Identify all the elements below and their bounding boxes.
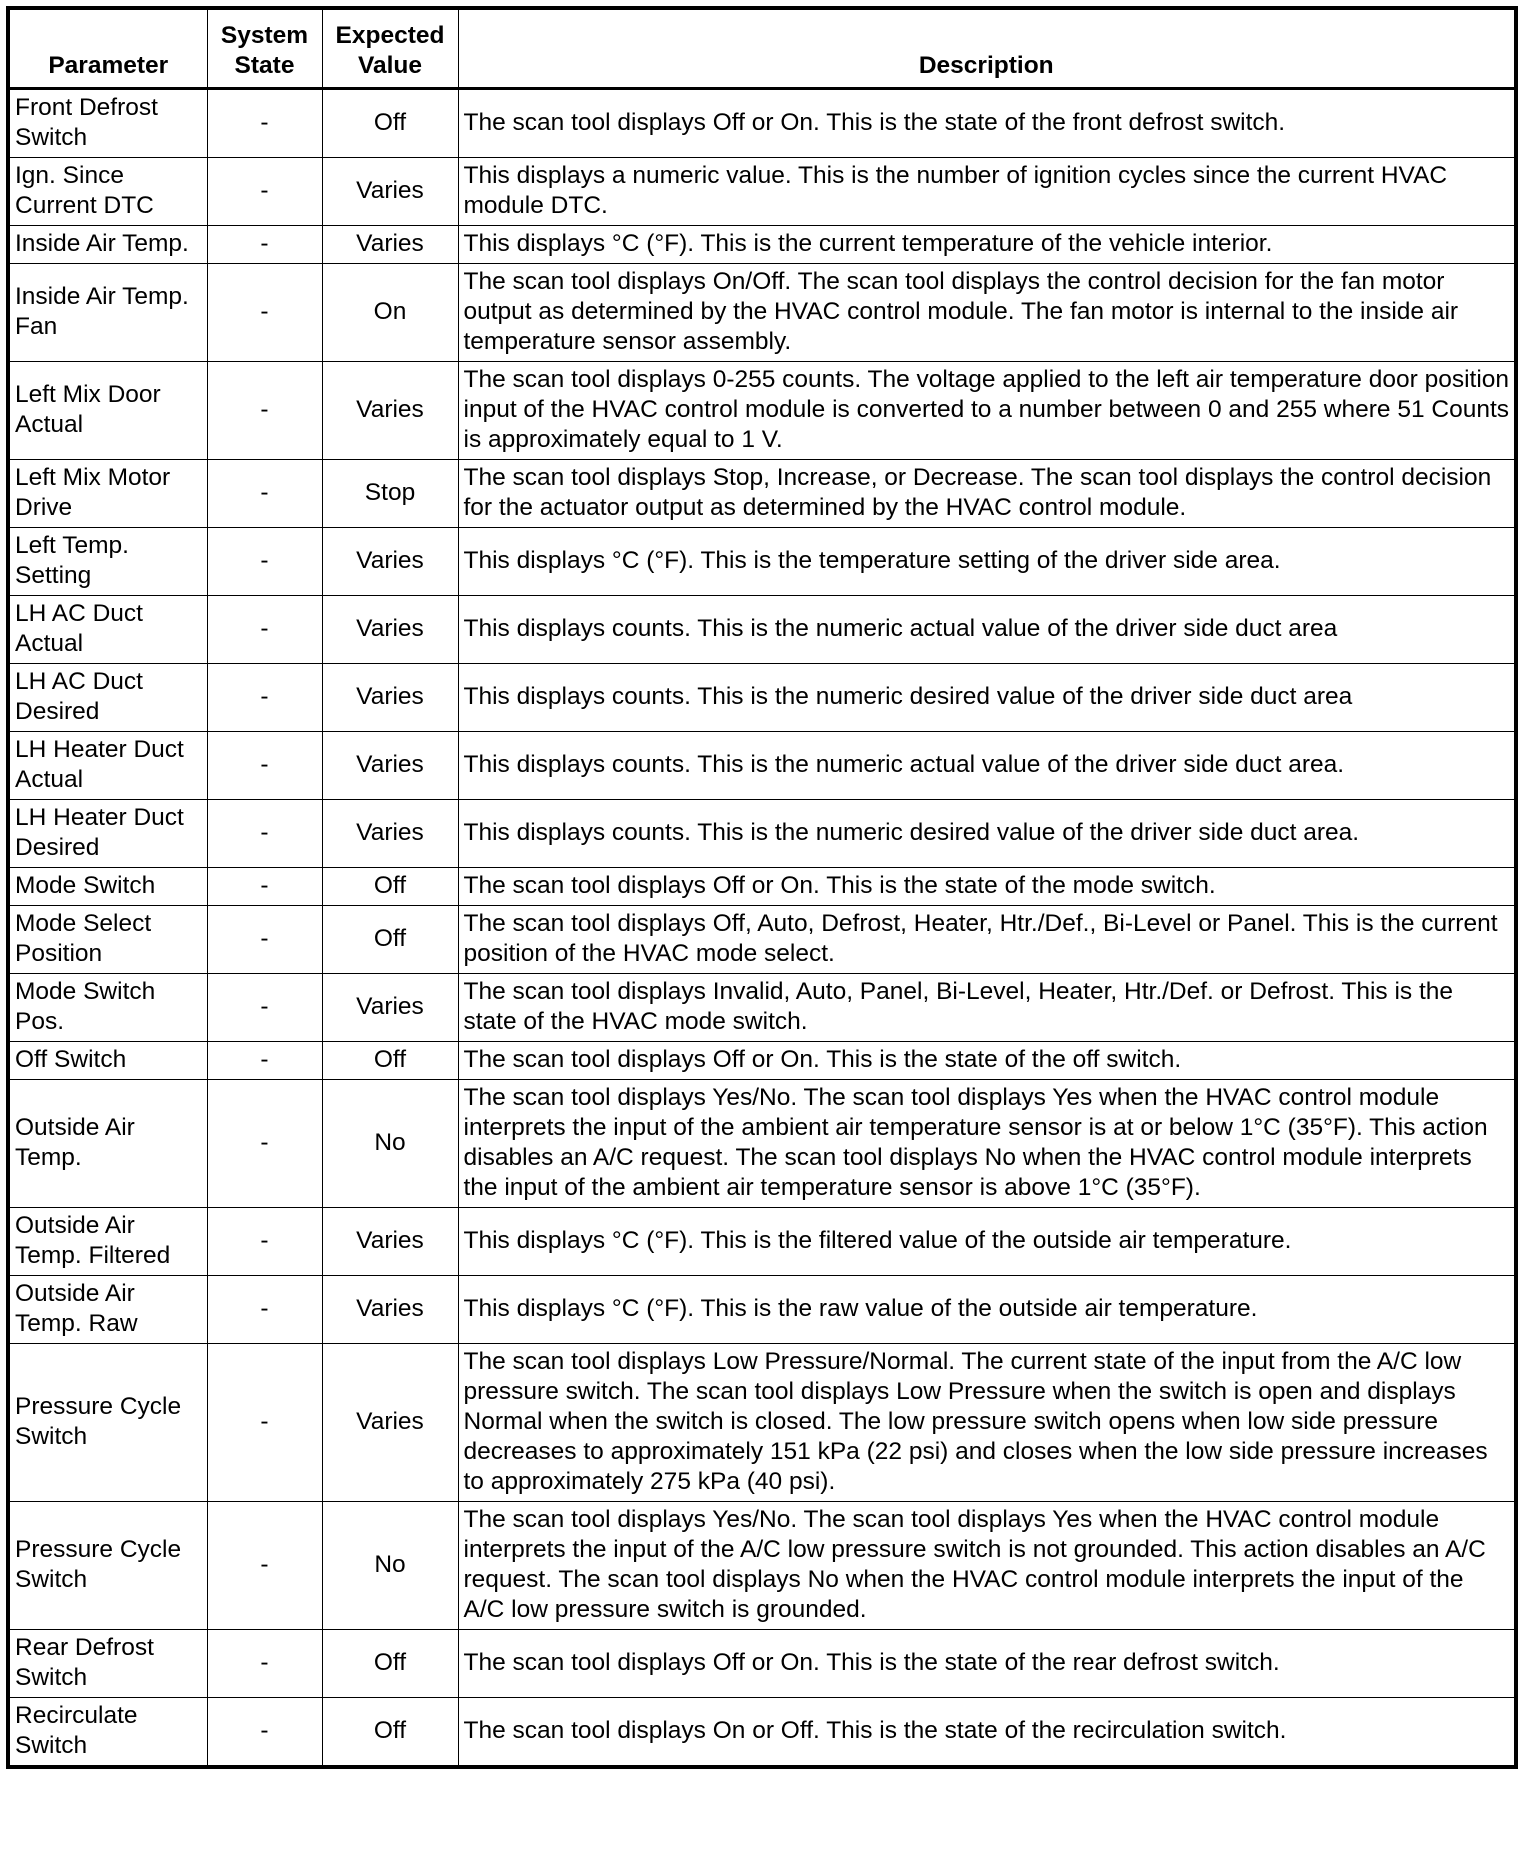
table-row <box>8 527 1516 595</box>
cell-system-state: - <box>207 263 322 361</box>
cell-system-state: - <box>207 527 322 595</box>
cell-expected-value: Off <box>322 88 458 157</box>
cell-expected-value: No <box>322 1079 458 1207</box>
cell-description: The scan tool displays Off or On. This is the state of the mode switch. <box>458 867 1516 905</box>
cell-expected-value: On <box>322 263 458 361</box>
cell-description: The scan tool displays Stop, Increase, or Decrease. The scan tool displays the control decision for the actuator output as determined by the HVAC control module. <box>458 459 1516 527</box>
table-row <box>8 1041 1516 1079</box>
cell-system-state: - <box>207 361 322 459</box>
table-row <box>8 1275 1516 1343</box>
header-expected-value <box>322 8 458 88</box>
cell-system-state: - <box>207 799 322 867</box>
cell-expected-value: Off <box>322 867 458 905</box>
cell-parameter: Front Defrost Switch <box>8 88 207 157</box>
cell-description: The scan tool displays Off or On. This is the state of the front defrost switch. <box>458 88 1516 157</box>
cell-description: The scan tool displays 0-255 counts. The voltage applied to the left air temperature door position input of the HVAC control module is converted to a number between 0 and 255 where 51 Counts is approximately equal to 1 V. <box>458 361 1516 459</box>
scan-tool-parameter-table <box>6 6 1518 1769</box>
cell-system-state: - <box>207 905 322 973</box>
cell-description: This displays counts. This is the numeric actual value of the driver side duct area. <box>458 731 1516 799</box>
cell-description: The scan tool displays Yes/No. The scan tool displays Yes when the HVAC control module interprets the input of the A/C low pressure switch is not grounded. This action disables an A/C request. The scan tool displays No when the HVAC control module interprets the input of the A/C low pressure switch is grounded. <box>458 1501 1516 1629</box>
table-row <box>8 88 1516 157</box>
cell-description: The scan tool displays On or Off. This is the state of the recirculation switch. <box>458 1697 1516 1767</box>
cell-parameter: Outside Air Temp. Raw <box>8 1275 207 1343</box>
cell-parameter: LH AC Duct Actual <box>8 595 207 663</box>
cell-parameter: LH Heater Duct Desired <box>8 799 207 867</box>
cell-parameter: LH Heater Duct Actual <box>8 731 207 799</box>
cell-expected-value: Varies <box>322 663 458 731</box>
cell-expected-value: Varies <box>322 157 458 225</box>
cell-parameter: Left Temp. Setting <box>8 527 207 595</box>
header-parameter-label: Parameter <box>48 51 169 79</box>
cell-system-state: - <box>207 1275 322 1343</box>
cell-system-state: - <box>207 1343 322 1501</box>
cell-parameter: Outside Air Temp. Filtered <box>8 1207 207 1275</box>
cell-parameter: Recirculate Switch <box>8 1697 207 1767</box>
cell-parameter: Off Switch <box>8 1041 207 1079</box>
cell-system-state: - <box>207 1501 322 1629</box>
cell-description: The scan tool displays Off or On. This is the state of the off switch. <box>458 1041 1516 1079</box>
cell-description: This displays °C (°F). This is the raw value of the outside air temperature. <box>458 1275 1516 1343</box>
cell-expected-value: Varies <box>322 361 458 459</box>
cell-system-state: - <box>207 663 322 731</box>
cell-description: The scan tool displays Off or On. This is the state of the rear defrost switch. <box>458 1629 1516 1697</box>
cell-system-state: - <box>207 731 322 799</box>
table-body <box>8 88 1516 1767</box>
table-header <box>8 8 1516 88</box>
cell-system-state: - <box>207 1207 322 1275</box>
cell-description: This displays counts. This is the numeric desired value of the driver side duct area. <box>458 799 1516 867</box>
cell-parameter: Mode Select Position <box>8 905 207 973</box>
cell-expected-value: Stop <box>322 459 458 527</box>
table-row <box>8 1629 1516 1697</box>
cell-description: The scan tool displays Invalid, Auto, Panel, Bi-Level, Heater, Htr./Def. or Defrost. This is the state of the HVAC mode switch. <box>458 973 1516 1041</box>
table-row <box>8 973 1516 1041</box>
parameter-table-sheet <box>6 6 1514 1769</box>
cell-description: This displays °C (°F). This is the current temperature of the vehicle interior. <box>458 225 1516 263</box>
cell-expected-value: Off <box>322 1629 458 1697</box>
cell-parameter: Inside Air Temp. Fan <box>8 263 207 361</box>
cell-system-state: - <box>207 1041 322 1079</box>
header-system-state-line1: System <box>220 21 309 49</box>
cell-system-state: - <box>207 157 322 225</box>
cell-expected-value: Off <box>322 1697 458 1767</box>
header-row <box>8 8 1516 88</box>
header-parameter <box>8 8 207 88</box>
cell-description: The scan tool displays Yes/No. The scan tool displays Yes when the HVAC control module interprets the input of the ambient air temperature sensor is at or below 1°C (35°F). This action disables an A/C request. The scan tool displays No when the HVAC control module interprets the input of the ambient air temperature sensor is above 1°C (35°F). <box>458 1079 1516 1207</box>
header-description-label: Description <box>918 51 1054 79</box>
table-row <box>8 361 1516 459</box>
header-system-state-line2: State <box>234 51 295 79</box>
cell-expected-value: Varies <box>322 1343 458 1501</box>
cell-expected-value: Varies <box>322 225 458 263</box>
cell-parameter: Outside Air Temp. <box>8 1079 207 1207</box>
cell-expected-value: Varies <box>322 1275 458 1343</box>
header-description <box>458 8 1516 88</box>
cell-expected-value: Off <box>322 905 458 973</box>
cell-parameter: Left Mix Door Actual <box>8 361 207 459</box>
table-row <box>8 905 1516 973</box>
table-row <box>8 459 1516 527</box>
cell-expected-value: Varies <box>322 595 458 663</box>
table-row <box>8 1207 1516 1275</box>
cell-expected-value: Varies <box>322 527 458 595</box>
cell-expected-value: Off <box>322 1041 458 1079</box>
table-row <box>8 1697 1516 1767</box>
cell-description: This displays counts. This is the numeric desired value of the driver side duct area <box>458 663 1516 731</box>
cell-parameter: Rear Defrost Switch <box>8 1629 207 1697</box>
header-system-state <box>207 8 322 88</box>
cell-parameter: Pressure Cycle Switch <box>8 1501 207 1629</box>
cell-description: The scan tool displays Off, Auto, Defrost, Heater, Htr./Def., Bi-Level or Panel. This is the current position of the HVAC mode select. <box>458 905 1516 973</box>
table-row <box>8 263 1516 361</box>
table-row <box>8 1501 1516 1629</box>
table-row <box>8 867 1516 905</box>
cell-expected-value: Varies <box>322 973 458 1041</box>
table-row <box>8 799 1516 867</box>
cell-parameter: Left Mix Motor Drive <box>8 459 207 527</box>
header-expected-value-line2: Value <box>357 51 422 79</box>
cell-parameter: Ign. Since Current DTC <box>8 157 207 225</box>
cell-system-state: - <box>207 867 322 905</box>
cell-expected-value: Varies <box>322 731 458 799</box>
table-row <box>8 225 1516 263</box>
cell-description: The scan tool displays Low Pressure/Normal. The current state of the input from the A/C low pressure switch. The scan tool displays Low Pressure when the switch is open and displays Normal when the switch is closed. The low pressure switch opens when low side pressure decreases to approximately 151 kPa (22 psi) and closes when the low side pressure increases to approximately 275 kPa (40 psi). <box>458 1343 1516 1501</box>
cell-parameter: Mode Switch Pos. <box>8 973 207 1041</box>
cell-expected-value: Varies <box>322 1207 458 1275</box>
table-row <box>8 157 1516 225</box>
cell-parameter: Inside Air Temp. <box>8 225 207 263</box>
table-row <box>8 731 1516 799</box>
cell-parameter: Pressure Cycle Switch <box>8 1343 207 1501</box>
cell-system-state: - <box>207 973 322 1041</box>
cell-parameter: Mode Switch <box>8 867 207 905</box>
cell-system-state: - <box>207 1697 322 1767</box>
table-row <box>8 595 1516 663</box>
cell-description: This displays counts. This is the numeric actual value of the driver side duct area <box>458 595 1516 663</box>
cell-system-state: - <box>207 225 322 263</box>
cell-expected-value: No <box>322 1501 458 1629</box>
table-row <box>8 1079 1516 1207</box>
cell-system-state: - <box>207 459 322 527</box>
cell-description: The scan tool displays On/Off. The scan tool displays the control decision for the fan motor output as determined by the HVAC control module. The fan motor is internal to the inside air temperature sensor assembly. <box>458 263 1516 361</box>
table-row <box>8 1343 1516 1501</box>
cell-system-state: - <box>207 1079 322 1207</box>
table-row <box>8 663 1516 731</box>
cell-expected-value: Varies <box>322 799 458 867</box>
cell-system-state: - <box>207 595 322 663</box>
cell-system-state: - <box>207 1629 322 1697</box>
cell-description: This displays °C (°F). This is the filtered value of the outside air temperature. <box>458 1207 1516 1275</box>
header-expected-value-line1: Expected <box>335 21 445 49</box>
cell-parameter: LH AC Duct Desired <box>8 663 207 731</box>
cell-description: This displays °C (°F). This is the temperature setting of the driver side area. <box>458 527 1516 595</box>
cell-description: This displays a numeric value. This is the number of ignition cycles since the current HVAC module DTC. <box>458 157 1516 225</box>
cell-system-state: - <box>207 88 322 157</box>
